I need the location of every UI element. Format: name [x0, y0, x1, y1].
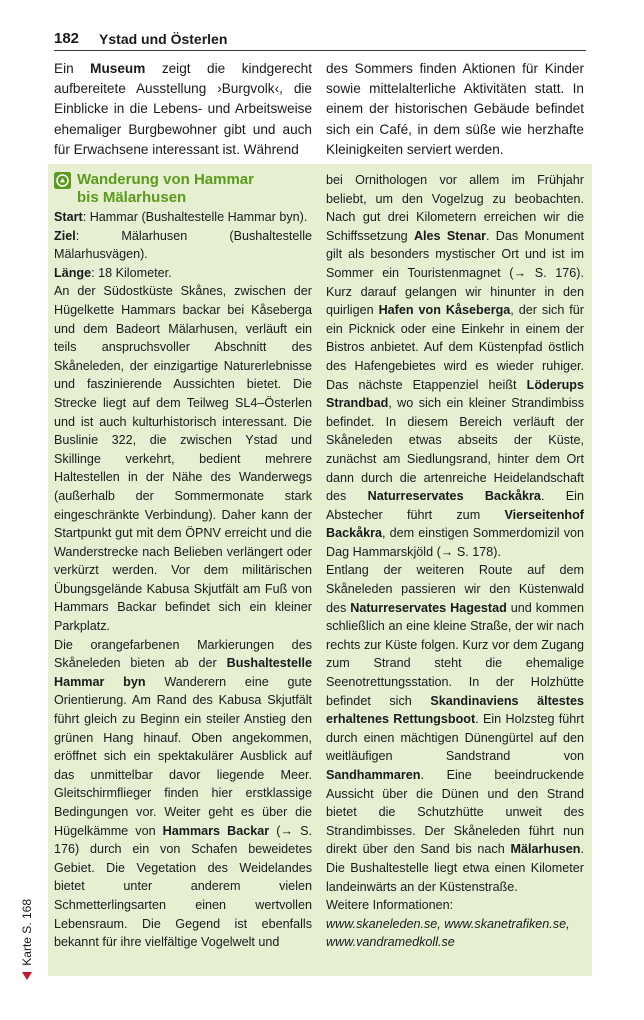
bold-place: Sandhammaren [326, 768, 421, 782]
text: . Ein Holzsteg führt durch einen mächtigen Dünengürtel auf den weitläufigen Sandstrand von [326, 712, 584, 764]
text: Entlang der weiteren Route auf dem Skåneleden passieren wir den Küstenwald des [326, 563, 584, 615]
intro-bold-museum: Museum [90, 61, 146, 76]
bold-place: Hammars Backar [162, 823, 270, 838]
ziel-label: Ziel [54, 228, 76, 243]
text: (→ S. 176) durch ein von Schafen beweidetes Gebiet. Die Vegetation des Weidelandes bietet unter anderem vielen Schmetterlingsarten einen wertvollen Lebensraum. Die Gegend ist ebenfalls bekannt für ihre vielfältige Vogelwelt und [54, 823, 312, 950]
length-info [54, 264, 312, 283]
box-right-column [326, 171, 584, 952]
text: Wanderern eine gute Orientierung. Am Rand des Kabusa Skjutfält führt gleich zu Beginn ein steiler Anstieg den grünen Hang hinauf. Oben angekommen, eröffnet sich ein spektakulärer Ausblick auf das unmittelbar davor liegende Meer. Gleitschirmflieger finden hier erstklassige Bedingungen vor. Weiter geht es über die Hügelkämme von [54, 674, 312, 838]
start-info [54, 208, 312, 227]
box-left-column [54, 171, 312, 952]
length-label: Länge [54, 265, 92, 280]
map-arrow-icon [22, 972, 32, 980]
hiking-route-icon [54, 172, 71, 189]
page-number: 182 [54, 30, 80, 47]
bold-place: Vierseitenhof Backåkra [326, 507, 584, 541]
text: . Eine beeindruckende Aussicht über die Dünen und den Strand bietet die Schutzhütte unweit des Strandimbisses. Der Skåneleden führt nun direkt über den Sand bis nach [326, 768, 584, 857]
text: und kommen schließlich an eine kleine Straße, der wir nach rechts zur Küste folgen. Kurz vor dem Zugang zum Strand steht die ehemalige Seenotrettungsstation. In der Holzhütte befindet sich [326, 600, 584, 708]
text: , dem einstigen Sommerdomizil von Dag Hammarskjöld (→ S. 178). [326, 526, 584, 559]
more-info-label: Weitere Informationen: [326, 898, 454, 913]
text: , der sich für ein Picknick oder eine Einkehr in einem der Bistros anbietet. Auf dem Küstenpfad östlich des Hafengebietes wird es wieder ruhiger. Das nächste Etappenziel heißt [326, 303, 584, 392]
text: , wo sich ein kleiner Strandimbiss befindet. In diesem Bereich verläuft der Skåneleden etwas abseits der Küste, zunächst am Siedlungsrand, hinter dem Ort dann durch die artenreiche Heidelandschaft des [326, 396, 584, 504]
intro-left-column [54, 59, 312, 160]
section-title: Ystad und Österlen [99, 31, 228, 47]
text: . Ein Abstecher führt zum [326, 489, 584, 522]
bold-place: Bushaltestelle Hammar byn [54, 656, 312, 689]
text: . Das Monument gilt als besonders mystischer Ort und ist im Sommer ein Touristenmagnet (→ S. 176). Kurz darauf gelangen wir hinunter in den quirligen [326, 228, 584, 318]
bold-place: Skandinaviens ältestes erhaltenes Rettungsboot [326, 693, 584, 727]
start-value: : Hammar (Bushaltestelle Hammar byn). [82, 210, 308, 224]
bold-place: Mälarhusen [510, 842, 581, 857]
text: bei Ornithologen vor allem im Frühjahr beliebt, um den Vogelzug zu beobachten. Nach gut drei Kilometern erreichen wir die Schiffssetzung [326, 173, 584, 243]
paragraph-route-start [54, 636, 312, 952]
map-reference-label: Karte S. 168 [20, 899, 34, 966]
text: Die orangefarbenen Markierungen des Skåneleden bieten ab der [54, 637, 312, 671]
intro-text: zeigt die kindgerecht aufbereitete Ausstellung ›Burgvolk‹, die Einblicke in die Lebens- und Arbeitsweise ehemaliger Burgbewohner gibt und auch für Erwachsene interessant ist. Während [54, 61, 312, 157]
map-reference[interactable] [18, 880, 36, 980]
bold-place: Hafen von Kåseberga [378, 303, 511, 318]
bold-place: Naturreservates Backåkra [367, 489, 541, 504]
bold-place: Ales Stenar [413, 228, 487, 243]
ziel-value: : Mälarhusen (Bushaltestelle Mälarhusvägen). [54, 228, 312, 262]
intro-text: Ein [54, 61, 91, 76]
paragraph-route-middle [326, 171, 584, 561]
page-header [54, 28, 586, 51]
box-title-line2: bis Mälarhusen [77, 189, 187, 206]
length-value: : 18 Kilometer. [91, 265, 172, 280]
paragraph-intro: An der Südostküste Skånes, zwischen der Hügelkette Hammars backar bei Kåseberga und dem Badeort Mälarhusen, verläuft ein teils anspruchsvoller Abschnitt des Skåneleden, der einzigartige Naturerlebnisse und faszinierende Aussichten bietet. Die Strecke liegt auf dem Teilweg SL4–Österlen und ist auch kulturhistorisch interessant. Die Buslinie 322, die zwischen Ystad und Skillinge verkehrt, bedient mehrere Haltestellen in der Nähe des Wanderwegs (außerhalb der Sommermonate stark eingeschränkte Verbindung). Daher kann der Startpunkt gut mit dem ÖPNV erreicht und die Wanderstrecke nach Belieben verlängert oder verkürzt werden. Vor dem militärischen Übungsgelände Kabusa Skjutfält am Fuß von Hammars Backar befindet sich ein kleiner Parkplatz. [54, 284, 312, 634]
bold-place: Naturreservates Hagestad [350, 600, 507, 615]
box-title [54, 171, 312, 207]
paragraph-route-end [326, 561, 584, 896]
ziel-info [54, 227, 312, 264]
start-label: Start [54, 210, 83, 224]
bold-place: Löderups Strandbad [326, 377, 584, 411]
text: . Die Bushaltestelle liegt etwa einen Kilometer landeinwärts an der Küstenstraße. [326, 842, 584, 894]
info-links[interactable]: www.skaneleden.se, www.skanetrafiken.se, www.vandramedkoll.se [326, 916, 570, 950]
intro-right-column: des Sommers finden Aktionen für Kinder sowie mittelalterliche Aktivitäten statt. In einem der historischen Gebäude befindet sich ein Café, in dem süße wie herzhafte Kleinigkeiten serviert werden. [326, 61, 584, 157]
box-title-line1: Wanderung von Hammar [77, 171, 254, 188]
